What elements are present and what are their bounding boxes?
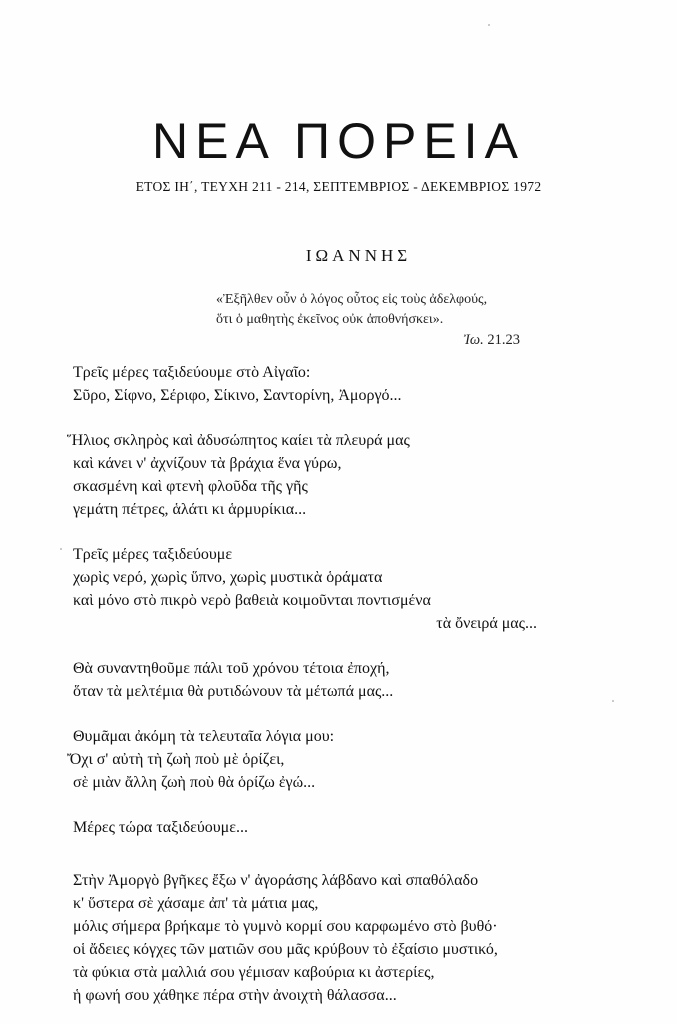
stanza [67, 725, 593, 794]
epigraph-line: ὅτι ὁ μαθητὴς ἐκεῖνος οὐκ ἀποθνήσκει». [216, 312, 444, 327]
print-speck [60, 548, 62, 550]
poem-line: χωρὶς νερό, χωρὶς ὕπνο, χωρὶς μυστικὰ ὁράματα [73, 569, 383, 586]
poem-line: κ' ὕστερα σὲ χάσαμε ἀπ' τὰ μάτια μας, [73, 895, 319, 912]
poem-line: Θυμᾶμαι ἀκόμη τὰ τελευταῖα λόγια μου: [73, 728, 335, 745]
poem-line: σκασμένη καὶ φτενὴ φλοῦδα τῆς γῆς [73, 478, 308, 495]
stanza [73, 657, 593, 703]
poem-line: Θὰ συναντηθοῦμε πάλι τοῦ χρόνου τέτοια ἐποχή, [73, 660, 390, 677]
stanza [67, 429, 593, 521]
stanza [73, 816, 593, 839]
issue-info: ΕΤΟΣ ΙΗ΄, ΤΕΥΧΗ 211 - 214, ΣΕΠΤΕΜΒΡΙΟΣ - ΔΕΚΕΜΒΡΙΟΣ 1972 [135, 179, 542, 194]
poem-line: καὶ μόνο στὸ πικρὸ νερὸ βαθειὰ κοιμοῦνται ποντισμένα [73, 592, 431, 609]
magazine-title: ΝΕΑ ΠΟΡΕΙΑ [152, 113, 525, 169]
stanza [73, 543, 593, 635]
poem-line: Τρεῖς μέρες ταξιδεύουμε [73, 546, 233, 563]
poem-line: καὶ κάνει ν' ἀχνίζουν τὰ βράχια ἕνα γύρω, [73, 455, 342, 472]
poem-line: σὲ μιὰν ἄλλη ζωὴ ποὺ θὰ ὁρίζω ἐγώ... [73, 774, 316, 791]
citation-reference: 21.23 [487, 332, 520, 348]
epigraph-citation [216, 330, 546, 350]
poem-line: γεμάτη πέτρες, ἁλάτι κι ἁρμυρίκια... [73, 501, 307, 518]
poem-line: Ἥλιος σκληρὸς καὶ ἀδυσώπητος καίει τὰ πλευρά μας [67, 432, 410, 449]
poem-line: Τρεῖς μέρες ταξιδεύουμε στὸ Αἰγαῖο: [73, 364, 311, 381]
stanza [73, 361, 593, 407]
poem-line: μόλις σήμερα βρήκαμε τὸ γυμνὸ κορμί σου καρφωμένο στὸ βυθό· [73, 918, 498, 935]
print-speck [488, 24, 490, 26]
poem-line: τὰ φύκια στὰ μαλλιά σου γέμισαν καβούρια κι ἀστερίες, [73, 964, 435, 981]
print-speck [612, 700, 614, 702]
citation-book: Ἰω. [463, 332, 484, 348]
poem-line: ἡ φωνή σου χάθηκε πέρα στὴν ἀνοιχτὴ θάλασσα... [73, 987, 397, 1004]
epigraph [216, 290, 546, 350]
epigraph-line: «Ἐξῆλθεν οὖν ὁ λόγος οὗτος εἰς τοὺς ἀδελφούς, [216, 292, 488, 307]
poem-line: ὅταν τὰ μελτέμια θὰ ρυτιδώνουν τὰ μέτωπά μας... [73, 683, 394, 700]
poem-line: τὰ ὄνειρά μας... [436, 615, 537, 632]
poem-line: οἱ ἄδειες κόγχες τῶν ματιῶν σου μᾶς κρύβουν τὸ ἐξαίσιο μυστικό, [73, 941, 498, 958]
poem-line: Στὴν Ἀμοργὸ βγῆκες ἔξω ν' ἀγοράσης λάβδανο καὶ σπαθόλαδο [73, 872, 479, 889]
poem-body [67, 361, 593, 1007]
poem-line: Μέρες τώρα ταξιδεύουμε... [73, 819, 248, 836]
stanza [73, 869, 593, 1007]
poem-title: ΙΩΑΝΝΗΣ [305, 246, 412, 265]
poem-line: Ὄχι σ' αὐτὴ τὴ ζωὴ ποὺ μὲ ὁρίζει, [67, 751, 285, 768]
poem-line: Σῦρο, Σίφνο, Σέριφο, Σίκινο, Σαντορίνη, Ἀμοργό... [73, 387, 402, 404]
